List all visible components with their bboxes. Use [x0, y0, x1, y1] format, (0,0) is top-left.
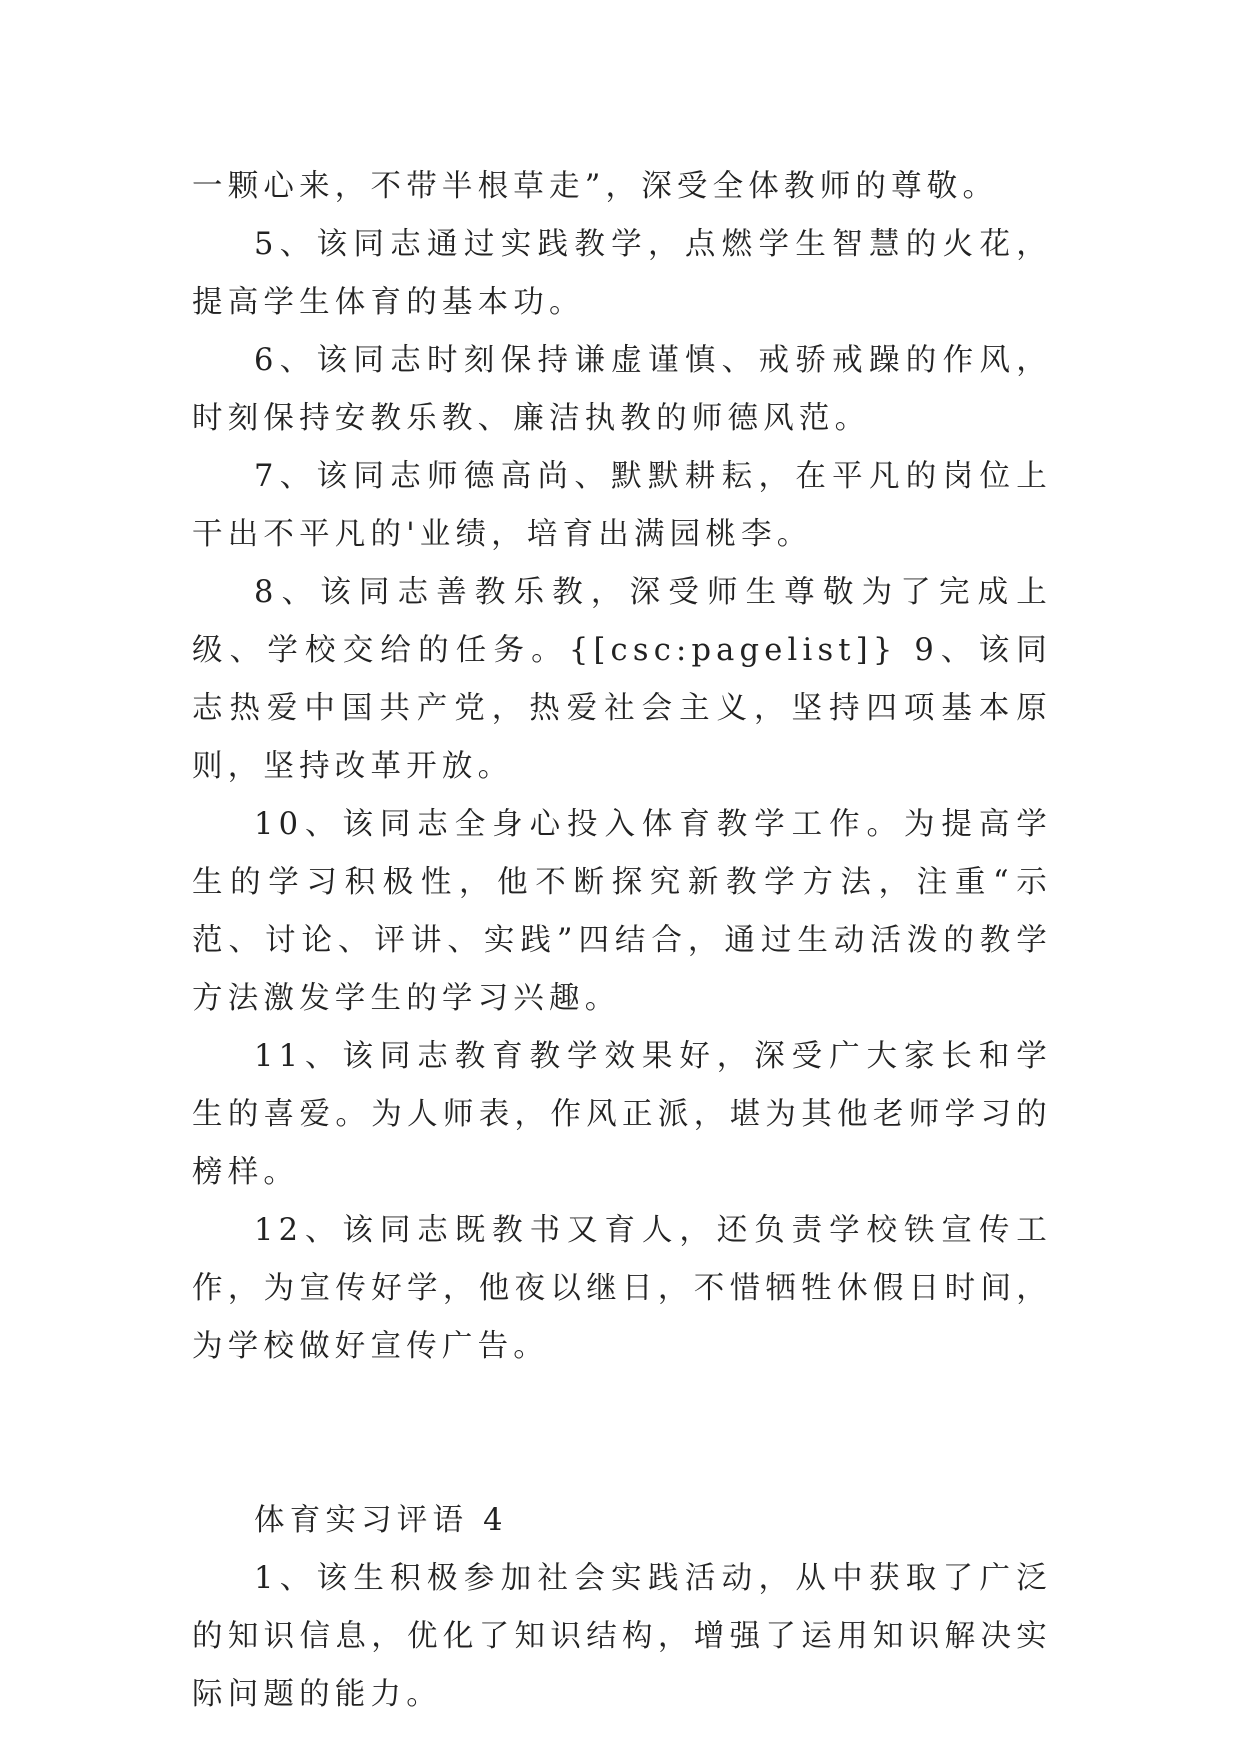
paragraph-item-1: 1、该生积极参加社会实践活动，从中获取了广泛的知识信息，优化了知识结构，增强了运用知识解决实际问题的能力。 — [192, 1561, 1052, 1712]
paragraph-item-7: 7、该同志师德高尚、默默耕耘，在平凡的岗位上干出不平凡的'业绩，培育出满园桃李。 — [192, 459, 1052, 552]
section-heading: 体育实习评语 4 — [254, 1503, 508, 1538]
document-body — [192, 158, 1052, 1724]
paragraph-item-11: 11、该同志教育教学效果好，深受广大家长和学生的喜爱。为人师表，作风正派，堪为其他老师学习的榜样。 — [192, 1039, 1052, 1190]
paragraph-item-12: 12、该同志既教书又育人，还负责学校铁宣传工作，为宣传好学，他夜以继日，不惜牺牲休假日时间，为学校做好宣传广告。 — [192, 1213, 1052, 1364]
section-spacer — [192, 1376, 1052, 1492]
paragraph-item-5: 5、该同志通过实践教学，点燃学生智慧的火花，提高学生体育的基本功。 — [192, 227, 1052, 320]
paragraph-item-10: 10、该同志全身心投入体育教学工作。为提高学生的学习积极性，他不断探究新教学方法，注重“示范、讨论、评讲、实践”四结合，通过生动活泼的教学方法激发学生的学习兴趣。 — [192, 807, 1052, 1016]
paragraph-item-8: 8、该同志善教乐教，深受师生尊敬为了完成上级、学校交给的任务。{[csc:pagelist]} 9、该同志热爱中国共产党，热爱社会主义，坚持四项基本原则，坚持改革开放。 — [192, 575, 1052, 784]
paragraph-item-6: 6、该同志时刻保持谦虚谨慎、戒骄戒躁的作风，时刻保持安教乐教、廉洁执教的师德风范。 — [192, 343, 1052, 436]
paragraph-continuation: 一颗心来，不带半根草走”，深受全体教师的尊敬。 — [192, 169, 999, 204]
